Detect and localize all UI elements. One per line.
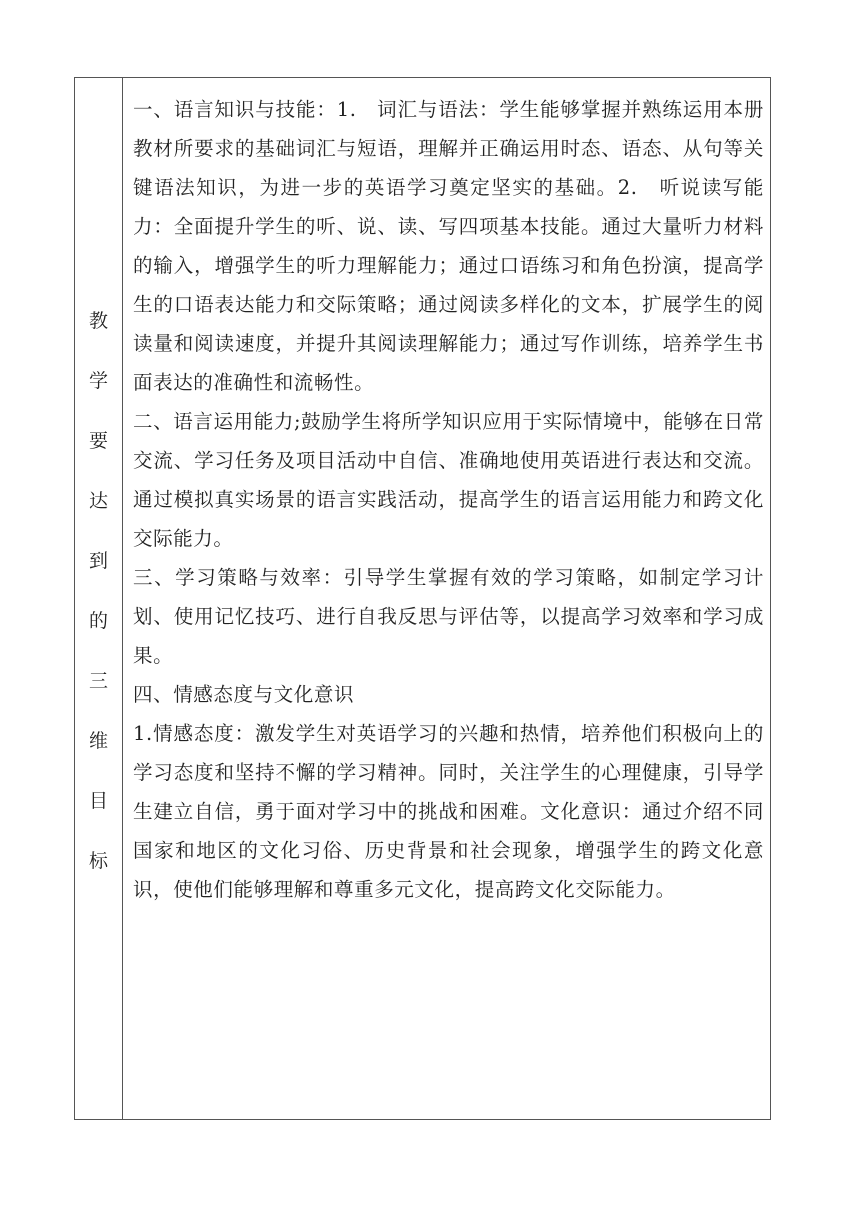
label-char: 三 [88, 670, 108, 692]
label-char: 目 [88, 790, 108, 812]
label-char: 标 [88, 850, 108, 872]
label-char: 达 [88, 490, 108, 512]
paragraph-emotion-culture: 1.情感态度：激发学生对英语学习的兴趣和热情，培养他们积极向上的学习态度和坚持不懈的学习精神。同时，关注学生的心理健康，引导学生建立自信，勇于面对学习中的挑战和困难。文化意识：通过介绍不同国家和地区的文化习俗、历史背景和社会现象，增强学生的跨文化意识，使他们能够理解和尊重多元文化，提高跨文化交际能力。 [133, 722, 764, 901]
objectives-content-cell [123, 78, 770, 1119]
objectives-label-cell [75, 78, 123, 1119]
label-char: 教 [88, 310, 108, 332]
label-char: 的 [88, 610, 108, 632]
label-char: 维 [88, 730, 108, 752]
objectives-table [74, 77, 771, 1120]
label-char: 学 [88, 370, 108, 392]
label-char: 到 [88, 550, 108, 572]
paragraph-emotion-heading: 四、情感态度与文化意识 [133, 683, 355, 706]
paragraph-language-use: 二、语言运用能力;鼓励学生将所学知识应用于实际情境中，能够在日常交流、学习任务及项目活动中自信、准确地使用英语进行表达和交流。通过模拟真实场景的语言实践活动，提高学生的语言运用能力和跨文化交际能力。 [133, 410, 764, 550]
paragraph-language-knowledge: 一、语言知识与技能：1. 词汇与语法：学生能够掌握并熟练运用本册教材所要求的基础词汇与短语，理解并正确运用时态、语态、从句等关键语法知识，为进一步的英语学习奠定坚实的基础。2. 听说读写能力：全面提升学生的听、说、读、写四项基本技能。通过大量听力材料的输入，增强学生的听力理解能力；通过口语练习和角色扮演，提高学生的口语表达能力和交际策略；通过阅读多样化的文本，扩展学生的阅读量和阅读速度，并提升其阅读理解能力；通过写作训练，培养学生书面表达的准确性和流畅性。 [133, 98, 764, 394]
objectives-label [75, 301, 122, 901]
paragraph-learning-strategy: 三、学习策略与效率：引导学生掌握有效的学习策略，如制定学习计划、使用记忆技巧、进行自我反思与评估等，以提高学习效率和学习成果。 [133, 566, 764, 667]
label-char: 要 [88, 430, 108, 452]
